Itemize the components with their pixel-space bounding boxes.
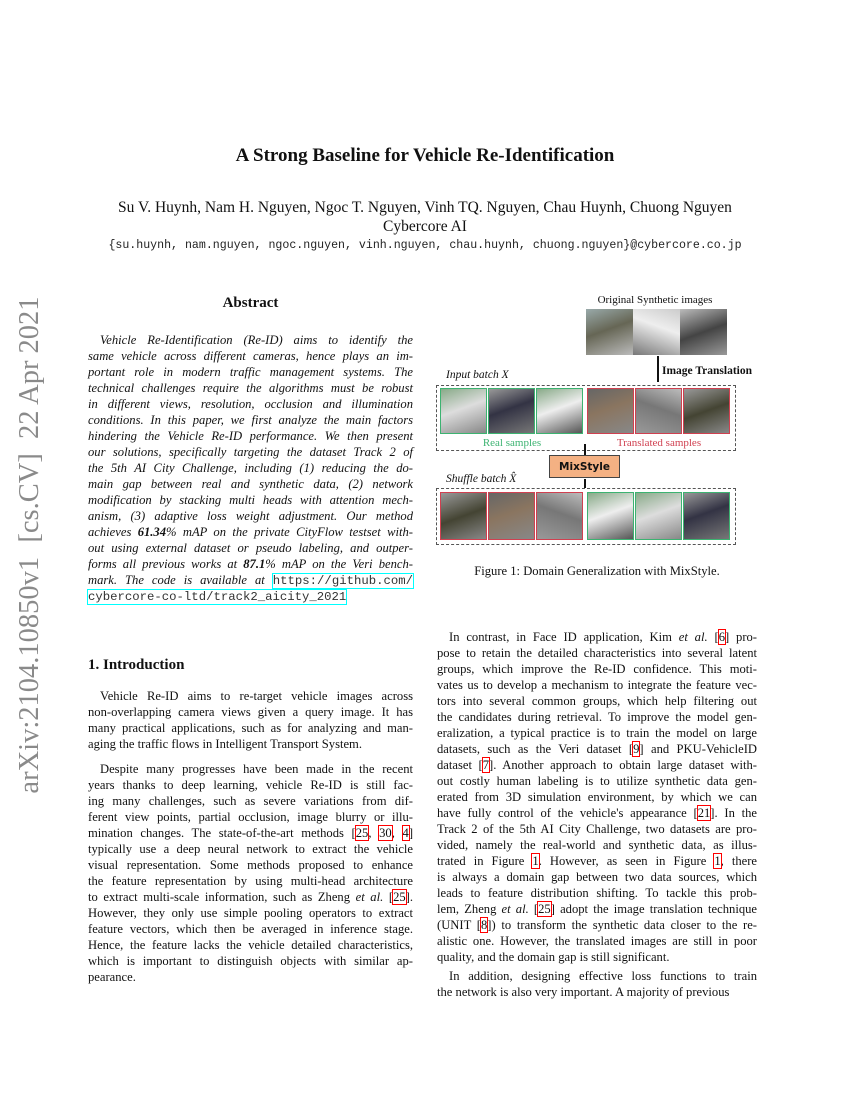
text-segment: datasets, such as the Veri dataset [ <box>437 742 634 756</box>
down-arrow <box>584 444 586 455</box>
text-line <box>88 380 413 396</box>
text-segment: ] <box>408 826 414 840</box>
shuffled-sample-1 <box>440 492 487 540</box>
bold-value: 87.1 <box>243 557 266 571</box>
text-segment: . However, as seen in Figure <box>538 854 715 868</box>
text-segment: vates us to develop a mechanism to integrate the feature vec- <box>437 678 757 692</box>
text-segment: % mAP on the Veri bench- <box>265 557 413 571</box>
italic-text: et al. <box>501 902 529 916</box>
text-line <box>88 793 413 809</box>
abstract-heading: Abstract <box>222 295 279 311</box>
shuffled-sample-3 <box>536 492 583 540</box>
text-line <box>88 857 413 873</box>
text-segment: hindering the Vehicle Re-ID performance. We then present <box>88 429 413 443</box>
citation-link[interactable]: 30 <box>379 826 392 840</box>
text-segment: erated from 3D simulation environment, by which we can <box>437 790 757 804</box>
text-line <box>88 937 413 953</box>
citation-link[interactable]: 9 <box>633 742 640 756</box>
mixstyle-block: MixStyle <box>549 455 620 478</box>
text-segment: mark. The code is available at <box>88 573 273 587</box>
citation-link[interactable]: 7 <box>482 758 490 772</box>
citation-link[interactable]: 4 <box>402 826 409 840</box>
arxiv-stamp: arXiv:2104.10850v1 [cs.CV] 22 Apr 2021 <box>14 296 45 794</box>
text-line <box>88 688 413 704</box>
translated-samples-label: Translated samples <box>616 437 702 449</box>
text-line <box>437 661 757 677</box>
text-line <box>437 917 757 933</box>
text-segment: portant role in modern traffic management systems. The <box>88 365 413 379</box>
text-segment: ] and PKU-VehicleID <box>639 742 757 756</box>
synthetic-image-3 <box>680 309 727 355</box>
text-segment: the 5th AI City Challenge, including (1) reducing the do- <box>88 461 413 475</box>
text-line <box>88 588 413 604</box>
figure-caption: Figure 1: Domain Generalization with MixStyle. <box>474 564 720 578</box>
text-line <box>88 348 413 364</box>
text-line <box>88 969 413 985</box>
text-segment: pose to retain the detailed characteristics into several latent <box>437 646 757 660</box>
text-line <box>88 476 413 492</box>
text-segment: In contrast, in Face ID application, Kim <box>449 630 679 644</box>
shuffled-sample-5 <box>635 492 682 540</box>
text-segment: alistic one. However, the translated images are still in poor <box>437 934 757 948</box>
image-translation-label: Image Translation <box>662 365 752 377</box>
text-line <box>88 332 413 348</box>
text-segment: , <box>368 826 380 840</box>
text-segment: ] adopt the image translation technique <box>550 902 758 916</box>
text-line <box>88 825 413 841</box>
text-segment: ]. <box>405 890 413 904</box>
original-synthetic-label: Original Synthetic images <box>597 294 713 306</box>
introduction-left-column <box>88 688 413 985</box>
italic-text: et al. <box>678 630 708 644</box>
text-segment: ]) to transform the synthetic data closer to the re- <box>487 918 757 932</box>
text-segment: In addition, designing effective loss functions to train <box>449 969 757 983</box>
text-line <box>88 508 413 524</box>
text-line <box>437 645 757 661</box>
text-segment: is always a domain gap between two data sources, which <box>437 870 757 884</box>
real-samples-label: Real samples <box>482 437 542 449</box>
text-segment: visual representation. Some methods proposed to enhance <box>88 858 413 872</box>
affiliation: Cybercore AI <box>383 218 467 235</box>
text-segment: main gap between real and synthetic data, (2) network <box>88 477 413 491</box>
text-line <box>88 905 413 921</box>
bold-value: 61.34 <box>137 525 167 539</box>
text-line <box>88 704 413 720</box>
text-segment: out costly human labeling is to utilize synthetic data gen- <box>437 774 757 788</box>
text-segment: typically use a deep neural network to extract the vehicle <box>88 842 413 856</box>
text-segment: ]. Another approach to obtain large dataset with- <box>489 758 757 772</box>
text-line <box>88 777 413 793</box>
text-segment: our solutions, specifically targeting the dataset Track 2 of <box>88 445 413 459</box>
text-line <box>88 556 413 572</box>
text-segment: out using external dataset or pseudo labeling, and outper- <box>88 541 413 555</box>
text-segment: forms all previous works at <box>88 557 244 571</box>
real-sample-1 <box>440 388 487 434</box>
text-segment: Track 2 of the 5th AI City Challenge, two datasets are pro- <box>437 822 757 836</box>
paper-title: A Strong Baseline for Vehicle Re-Identification <box>235 145 615 166</box>
citation-link[interactable]: 25 <box>393 890 406 904</box>
text-line <box>88 364 413 380</box>
text-segment: , there <box>720 854 757 868</box>
text-line <box>437 837 757 853</box>
text-segment: tors into several common groups, which help filtering out <box>437 694 757 708</box>
text-segment: mination changes. The state-of-the-art methods [ <box>88 826 356 840</box>
text-segment: technical challenges require the algorithms must be robust <box>88 381 413 395</box>
text-segment: which is important to distinguish objects with similar ap- <box>88 954 413 968</box>
text-line <box>88 444 413 460</box>
text-line <box>88 492 413 508</box>
code-url-link[interactable]: https://github.com/ <box>272 574 413 588</box>
citation-link[interactable]: 6 <box>718 630 725 644</box>
synthetic-image-2 <box>633 309 680 355</box>
text-segment: same vehicle across different cameras, hence plays an im- <box>88 349 413 363</box>
text-line <box>437 629 757 645</box>
text-segment: vided, namely the real-world and synthetic data, as illus- <box>437 838 757 852</box>
shuffled-sample-6 <box>683 492 730 540</box>
text-segment: anism, (3) adaptive loss weight adjustment. Our method <box>88 509 413 523</box>
text-line <box>88 841 413 857</box>
text-segment: [ <box>383 890 394 904</box>
citation-link[interactable]: 21 <box>697 806 711 820</box>
text-segment: feature vectors, which then be averaged in inference stage. <box>88 922 413 936</box>
text-segment: dataset [ <box>437 758 483 772</box>
text-segment: many practical applications, such as for analyzing and man- <box>88 721 413 735</box>
text-segment: lem, Zheng <box>437 902 502 916</box>
input-batch-label: Input batch X <box>446 369 509 381</box>
text-segment: conditions. In this paper, we first analyze the main factors <box>88 413 413 427</box>
text-line <box>437 853 757 869</box>
shuffle-batch-label: Shuffle batch X̂ <box>446 473 517 485</box>
text-segment: the network is also very important. A majority of previous <box>437 985 730 999</box>
text-line <box>88 428 413 444</box>
text-segment: ] pro- <box>724 630 758 644</box>
text-line <box>437 789 757 805</box>
text-line <box>437 709 757 725</box>
translation-arrow <box>657 356 659 382</box>
text-segment: ]. In the <box>710 806 757 820</box>
text-line <box>437 725 757 741</box>
text-segment: quality, and the domain gap is still significant. <box>437 950 670 964</box>
text-line <box>88 572 413 588</box>
text-segment: % mAP on the private CityFlow testset with- <box>166 525 413 539</box>
authors: Su V. Huynh, Nam H. Nguyen, Ngoc T. Nguyen, Vinh TQ. Nguyen, Chau Huynh, Chuong Nguyen <box>118 199 732 216</box>
text-line <box>437 805 757 821</box>
text-line <box>88 396 413 412</box>
text-segment: the feature representation by using multi-head architecture <box>88 874 413 888</box>
text-segment: eralization, a typical practice is to train the model on large <box>437 726 757 740</box>
text-segment: [ <box>707 630 719 644</box>
text-line <box>437 773 757 789</box>
text-segment: have fully control of the vehicle's appearance [ <box>437 806 698 820</box>
text-line <box>88 889 413 905</box>
text-line <box>437 757 757 773</box>
text-line <box>88 524 413 540</box>
text-line <box>88 720 413 736</box>
synthetic-image-1 <box>586 309 633 355</box>
translated-sample-3 <box>683 388 730 434</box>
abstract-text <box>88 332 413 604</box>
text-segment: ing many challenges, such as severe variations from dif- <box>88 794 413 808</box>
text-segment: to extract multi-scale information, such as Zheng <box>88 890 356 904</box>
text-segment: the candidates during retrieval. To improve the model gen- <box>437 710 757 724</box>
introduction-heading: 1. Introduction <box>88 657 185 673</box>
text-segment: aging the traffic flows in Intelligent Transport System. <box>88 737 362 751</box>
up-arrow <box>584 479 586 488</box>
translated-sample-1 <box>587 388 634 434</box>
introduction-right-column <box>437 629 757 1000</box>
text-line <box>437 949 757 965</box>
text-segment: Vehicle Re-ID aims to re-target vehicle images across <box>100 689 413 703</box>
text-segment: ferent view points, partial occlusion, image blurry or illu- <box>88 810 413 824</box>
author-emails: {su.huynh, nam.nguyen, ngoc.nguyen, vinh.nguyen, chau.huynh, chuong.nguyen}@cybercore.co.jp <box>108 239 742 252</box>
text-segment: in different views, resolution, occlusion and illumination <box>88 397 413 411</box>
italic-text: et al. <box>355 890 384 904</box>
citation-link[interactable]: 25 <box>355 826 369 840</box>
text-line <box>88 953 413 969</box>
text-segment: leads to feature distribution shifting. To tackle this prob- <box>437 886 757 900</box>
text-line <box>88 761 413 777</box>
text-line <box>437 869 757 885</box>
text-line <box>437 885 757 901</box>
citation-link[interactable]: 1 <box>532 854 539 868</box>
text-line <box>88 921 413 937</box>
text-segment: [ <box>528 902 539 916</box>
text-line <box>88 873 413 889</box>
text-line <box>437 984 757 1000</box>
text-line <box>437 677 757 693</box>
text-line <box>88 736 413 752</box>
text-segment: pearance. <box>88 970 136 984</box>
text-segment: (UNIT [ <box>437 918 481 932</box>
text-line <box>437 821 757 837</box>
text-line <box>437 901 757 917</box>
text-segment: groups, which improve the Re-ID confidence. This moti- <box>437 662 757 676</box>
text-segment: modification by stacking multi heads with attention mech- <box>88 493 413 507</box>
text-line <box>437 968 757 984</box>
text-line <box>88 412 413 428</box>
text-line <box>437 693 757 709</box>
text-line <box>88 460 413 476</box>
citation-link[interactable]: 8 <box>480 918 488 932</box>
real-sample-3 <box>536 388 583 434</box>
text-line <box>88 540 413 556</box>
shuffled-sample-2 <box>488 492 535 540</box>
text-segment: non-overlapping camera views given a query image. It has <box>88 705 413 719</box>
code-url-link[interactable]: cybercore-co-ltd/track2_aicity_2021 <box>88 590 347 604</box>
text-segment: trated in Figure <box>437 854 533 868</box>
citation-link[interactable]: 25 <box>538 902 551 916</box>
text-segment: achieves <box>88 525 138 539</box>
text-line <box>437 741 757 757</box>
text-segment: Vehicle Re-Identification (Re-ID) aims to identify the <box>100 333 413 347</box>
citation-link[interactable]: 1 <box>714 854 721 868</box>
text-segment: Despite many progresses have been made in the recent <box>100 762 413 776</box>
real-sample-2 <box>488 388 535 434</box>
text-segment: , <box>391 826 403 840</box>
text-segment: years thanks to deep learning, vehicle Re-ID is still fac- <box>88 778 413 792</box>
translated-sample-2 <box>635 388 682 434</box>
text-segment: However, they only use simple pooling operators to extract <box>88 906 413 920</box>
text-line <box>88 809 413 825</box>
text-line <box>437 933 757 949</box>
shuffled-sample-4 <box>587 492 634 540</box>
text-segment: Hence, the feature lacks the vehicle detailed characteristics, <box>88 938 413 952</box>
